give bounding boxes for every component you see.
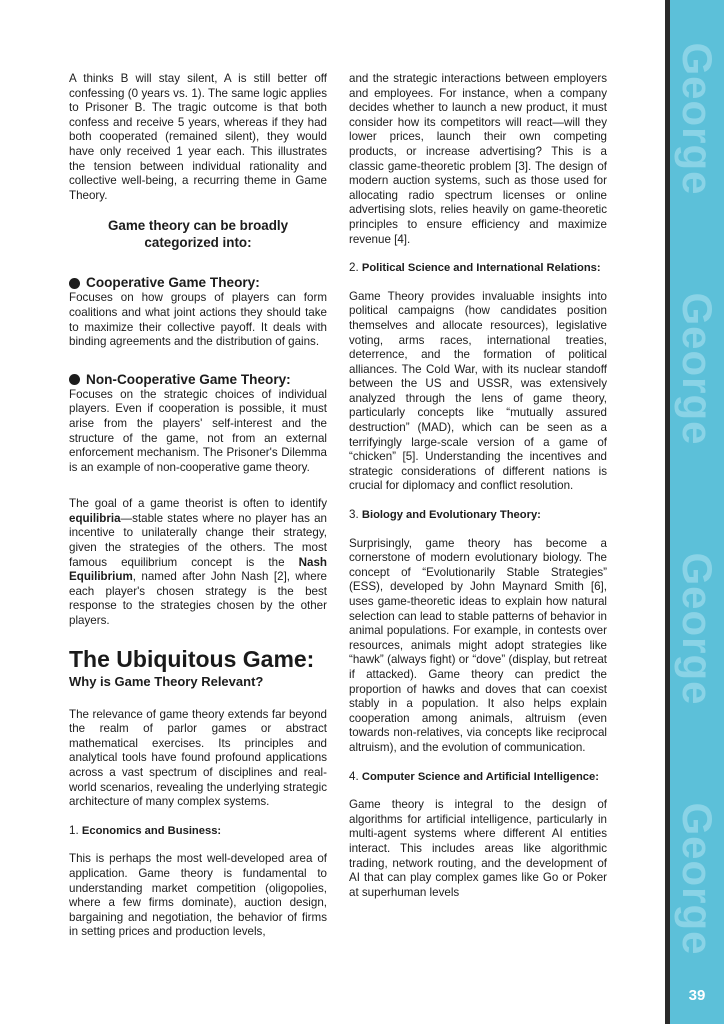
left-column [69,72,327,954]
sidebar-watermark: George [674,802,721,956]
equilibria-paragraph [69,497,327,628]
biology-heading [349,508,607,523]
noncooperative-title-text: Non-Cooperative Game Theory: [86,371,291,387]
bullet-icon [69,278,80,289]
cs-heading [349,770,607,785]
noncooperative-title [69,372,327,388]
cs-paragraph: Game theory is integral to the design of algorithms for artificial intelligence, particularly in multi-agent systems where different AI entities interact. This includes areas like algorithmic trading, network routing, and the development of AI that can play complex games like Go or Poker at superhuman levels [349,798,607,899]
section-title: The Ubiquitous Game: [69,645,315,672]
heading-title: Political Science and International Relations: [361,262,601,275]
heading-number: 1. [69,823,82,837]
heading-title: Economics and Business: [81,824,222,837]
heading-number: 2. [349,261,362,275]
politics-heading [349,261,607,276]
noncooperative-body: Focuses on the strategic choices of individual players. Even if cooperation is possible, it must arise from the players' self-interest and the structure of the game, not from an external enforcement mechanism. The Prisoner's Dilemma is an example of non-cooperative game theory. [69,387,327,474]
relevance-paragraph: The relevance of game theory extends far beyond the realm of parlor games or abstract mathematical exercises. Its principles and analytical tools have found profound applications across a vast spectrum of disciplines and real-world scenarios, revealing the underlying strategic architecture of many complex systems. [69,707,327,809]
cooperative-title-text: Cooperative Game Theory: [86,275,260,291]
economics-continued-paragraph: and the strategic interactions between employers and employees. For instance, when a company decides whether to launch a new product, it must consider how its competitors will react—will they lower prices, launch their own competing products, or increase advertising? This is a classic game-theoretic problem [3]. The design of modern auction systems, such as those used for allocating radio spectrum licenses or online advertising slots, relies heavily on game-theoretic principles to ensure efficiency and maximize revenue [4]. [349,72,607,246]
nash-equilibrium-term: Nash Equilibrium [69,555,327,584]
right-column [349,72,607,914]
heading-title: Computer Science and Artificial Intelligence: [361,770,599,783]
bullet-icon [69,374,80,385]
cooperative-title [69,275,327,291]
biology-paragraph: Surprisingly, game theory has become a cornerstone of modern evolutionary biology. The concept of “Evolutionarily Stable Strategies” (ESS), developed by John Maynard Smith [6], uses game-theoretic ideas to explain how natural selection can lead to stable patterns of behavior in animal populations. For example, in contests over resources, animals might adopt strategies like “hawk” (always fight) or “dove” (display, but retreat if attacked). Game theory can predict the proportion of hawks and doves that can coexist stably in a population. It also helps explain cooperation among animals, altruism (even towards non-relatives, via concepts like reciprocal altruism), and the evolution of communication. [349,536,607,754]
sidebar-watermark: George [674,552,721,706]
sidebar-watermark: George [674,292,721,446]
heading-number: 4. [349,769,362,783]
equilibria-text-3: , named after John Nash [2], where each player's chosen strategy is the best response to the strategies chosen by the other players. [69,570,327,628]
cooperative-body: Focuses on how groups of players can form coalitions and what joint actions they should take to maximize their collective payoff. It deals with binding agreements and the distribution of gains. [69,291,327,349]
prisoners-dilemma-paragraph: A thinks B will stay silent, A is still better off confessing (0 years vs. 1). The same logic applies to Prisoner B. The tragic outcome is that both confess and receive 5 years, whereas if they had both cooperated (remained silent), they would have only received 1 year each. This illustrates the tension between individual rationality and collective well-being, a recurring theme in Game Theory. [69,72,327,202]
equilibria-text-2: —stable states where no player has an incentive to unilaterally change their strategy, given the strategies of the others. The most famous equilibrium concept is the [69,511,327,569]
sidebar-watermark: George [674,42,721,196]
politics-paragraph: Game Theory provides invaluable insights into political campaigns (how candidates position themselves and allocate resources), legislative voting, arms races, international treaties, deterrence, and the formation of political alliances. The Cold War, with its nuclear standoff between the US and USSR, was extensively analyzed through the lens of game theory, particularly concepts like “mutually assured destruction” (MAD), which can be seen as a terrifyingly large-scale version of a game of “chicken” [5]. Understanding the incentives and strategic considerations of different nations is crucial for diplomacy and conflict resolution. [349,289,607,493]
sidebar [665,0,724,1024]
economics-heading [69,824,327,839]
categories-heading: Game theory can be broadly categorized into: [107,218,289,251]
heading-title: Biology and Evolutionary Theory: [361,509,541,522]
heading-number: 3. [349,508,362,522]
section-subtitle: Why is Game Theory Relevant? [69,673,264,689]
equilibria-term: equilibria [69,511,121,525]
page-number: 39 [688,987,706,1004]
economics-paragraph: This is perhaps the most well-developed area of application. Game theory is fundamental to understanding market competition (oligopolies, where a few firms dominate), auction design, bargaining and negotiation, the behavior of firms in setting prices and production levels, [69,852,327,939]
equilibria-text-1: The goal of a game theorist is often to identify [69,497,327,511]
